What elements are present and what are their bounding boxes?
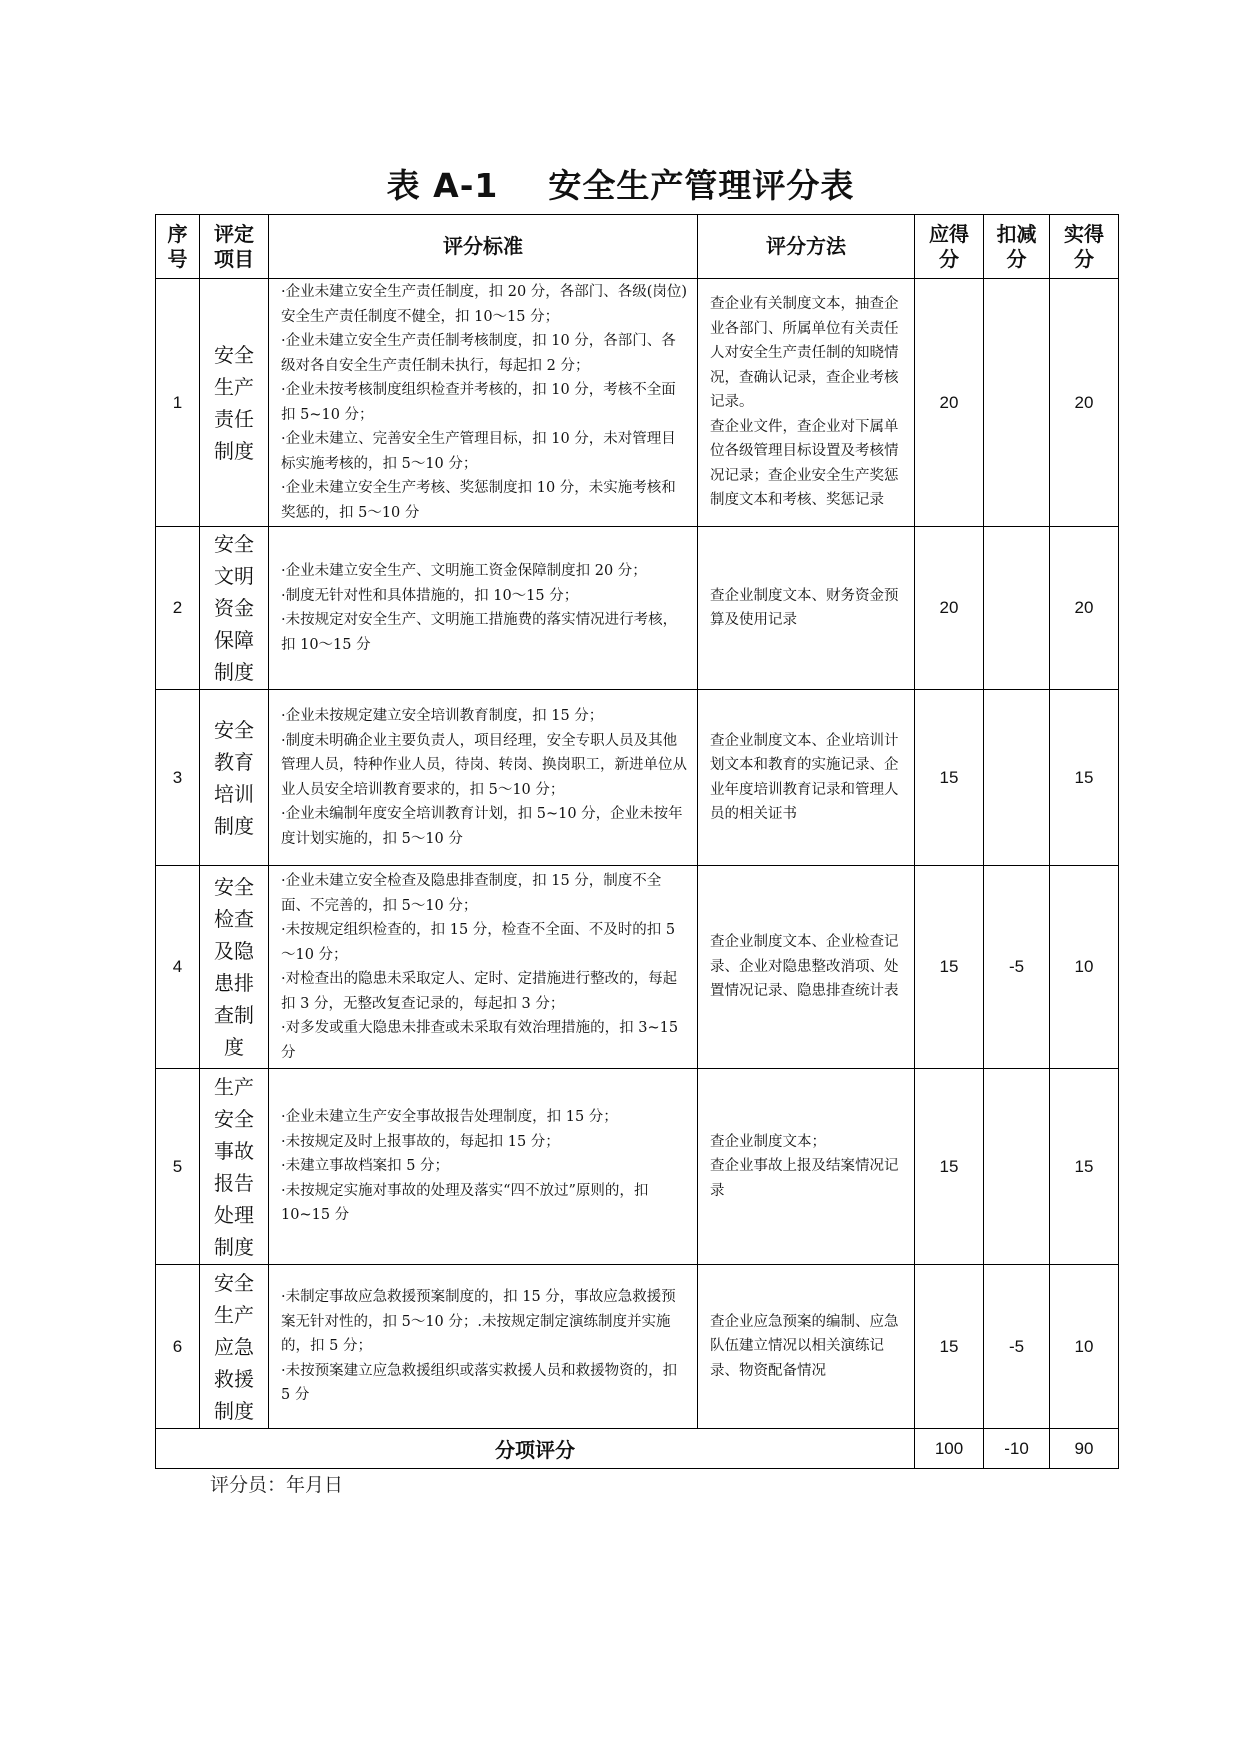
table-title: 表 A-1 安全生产管理评分表 (386, 166, 855, 205)
row-number: 5 (156, 1069, 200, 1265)
header-item: 评定项目 (200, 215, 269, 279)
row-actual-score: 10 (1050, 866, 1119, 1069)
row-due-score: 15 (915, 690, 984, 866)
total-row (156, 1429, 1119, 1469)
row-criteria (269, 527, 698, 690)
row-due-score: 20 (915, 279, 984, 527)
row-method: 查企业应急预案的编制、应急队伍建立情况以相关演练记录、物资配备情况 (698, 1265, 915, 1429)
criteria-line: ·未按规定及时上报事故的，每起扣 15 分； (281, 1133, 560, 1150)
criteria-line: ·企业未建立安全检查及隐患排查制度，扣 15 分，制度不全面、不完善的，扣 5～10 分； (281, 873, 662, 914)
criteria-line: ·对检查出的隐患未采取定人、定时、定措施进行整改的，每起扣 3 分，无整改复查记录的，每起扣 3 分； (281, 971, 678, 1012)
criteria-line: ·企业未建立安全生产责任制考核制度，扣 10 分，各部门、各级对各自安全生产责任制未执行，每起扣 2 分； (281, 333, 676, 374)
row-method: 查企业有关制度文本，抽查企业各部门、所属单位有关责任人对安全生产责任制的知晓情况，查确认记录，查企业考核记录。 查企业文件，查企业对下属单位各级管理目标设置及考核情况记录；查企业安全生产奖惩制度文本和考核、奖惩记录 (698, 279, 915, 527)
row-actual-score: 15 (1050, 1069, 1119, 1265)
row-criteria (269, 279, 698, 527)
row-item-label: 生产安全事故报告处理制度 (214, 1074, 254, 1259)
criteria-line: ·制度未明确企业主要负责人，项目经理，安全专职人员及其他管理人员，特种作业人员，待岗、转岗、换岗职工，新进单位从业人员安全培训教育要求的，扣 5～10 分； (281, 732, 687, 798)
row-criteria (269, 1265, 698, 1429)
criteria-line: ·企业未建立、完善安全生产管理目标，扣 10 分，未对管理目标实施考核的，扣 5～10 分； (281, 431, 676, 472)
row-deduct-score (984, 279, 1050, 527)
table-row (156, 527, 1119, 690)
row-item-label: 安全教育培训制度 (214, 717, 254, 838)
row-item (200, 279, 269, 527)
criteria-line: ·制度无针对性和具体措施的，扣 10～15 分； (281, 587, 579, 604)
row-actual-score: 20 (1050, 279, 1119, 527)
row-item-label: 安全文明资金保障制度 (214, 532, 254, 684)
row-deduct-score (984, 690, 1050, 866)
row-item (200, 1069, 269, 1265)
row-item-label: 安全生产应急救援制度 (214, 1270, 254, 1423)
criteria-line: ·未按预案建立应急救援组织或落实救援人员和救援物资的，扣 5 分 (281, 1362, 678, 1404)
total-actual: 90 (1050, 1429, 1119, 1469)
safety-score-table (155, 214, 1119, 1469)
header-actual: 实得分 (1050, 215, 1119, 279)
row-item-label: 安全检查及隐患排查制度 (214, 875, 254, 1059)
row-criteria (269, 1069, 698, 1265)
header-due: 应得分 (915, 215, 984, 279)
table-row (156, 866, 1119, 1069)
row-actual-score: 15 (1050, 690, 1119, 866)
scorer-signature-line: 评分员：年月日 (210, 1474, 344, 1496)
row-method: 查企业制度文本、企业检查记录、企业对隐患整改消项、处置情况记录、隐患排查统计表 (698, 866, 915, 1069)
table-row (156, 279, 1119, 527)
row-number: 2 (156, 527, 200, 690)
header-no: 序号 (156, 215, 200, 279)
header-method: 评分方法 (698, 215, 915, 279)
header-criteria: 评分标准 (269, 215, 698, 279)
table-row (156, 1069, 1119, 1265)
row-deduct-score: -5 (984, 866, 1050, 1069)
criteria-line: ·未按规定对安全生产、文明施工措施费的落实情况进行考核，扣 10～15 分 (281, 612, 678, 653)
criteria-line: ·企业未建立安全生产考核、奖惩制度扣 10 分，未实施考核和奖惩的，扣 5～10 分 (281, 480, 676, 521)
header-row (156, 215, 1119, 279)
criteria-line: ·未按规定实施对事故的处理及落实“四不放过”原则的，扣 10~15 分 (281, 1182, 649, 1224)
row-number: 1 (156, 279, 200, 527)
criteria-line: ·企业未建立安全生产、文明施工资金保障制度扣 20 分； (281, 563, 647, 579)
criteria-line: ·企业未按考核制度组织检查并考核的，扣 10 分，考核不全面扣 5~10 分； (281, 382, 676, 423)
row-due-score: 15 (915, 866, 984, 1069)
total-due: 100 (915, 1429, 984, 1469)
criteria-line: ·企业未建立安全生产责任制度，扣 20 分，各部门、各级(岗位)安全生产责任制度不健全，扣 10～15 分； (281, 284, 688, 325)
criteria-line: ·未按规定组织检查的，扣 15 分，检查不全面、不及时的扣 5～10 分； (281, 922, 676, 963)
row-criteria (269, 690, 698, 866)
table-row (156, 1265, 1119, 1429)
criteria-line: ·企业未编制年度安全培训教育计划，扣 5~10 分，企业未按年度计划实施的，扣 5～10 分 (281, 806, 683, 847)
row-item (200, 1265, 269, 1429)
criteria-line: ·未制定事故应急救援预案制度的，扣 15 分，事故应急救援预案无针对性的，扣 5～10 分；.未按规定制定演练制度并实施的，扣 5 分； (281, 1289, 676, 1355)
criteria-line: ·企业未建立生产安全事故报告处理制度，扣 15 分； (281, 1109, 618, 1126)
criteria-line: ·对多发或重大隐患未排查或未采取有效治理措施的，扣 3~15 分 (281, 1020, 679, 1061)
row-due-score: 15 (915, 1069, 984, 1265)
row-number: 6 (156, 1265, 200, 1429)
criteria-line: ·未建立事故档案扣 5 分； (281, 1158, 450, 1175)
row-due-score: 20 (915, 527, 984, 690)
row-actual-score: 10 (1050, 1265, 1119, 1429)
row-item (200, 866, 269, 1069)
row-item (200, 527, 269, 690)
row-deduct-score (984, 1069, 1050, 1265)
row-criteria (269, 866, 698, 1069)
row-method: 查企业制度文本、财务资金预算及使用记录 (698, 527, 915, 690)
row-due-score: 15 (915, 1265, 984, 1429)
table-row (156, 690, 1119, 866)
header-deduct: 扣减分 (984, 215, 1050, 279)
criteria-line: ·企业未按规定建立安全培训教育制度，扣 15 分； (281, 708, 604, 724)
row-deduct-score (984, 527, 1050, 690)
row-method: 查企业制度文本、企业培训计划文本和教育的实施记录、企业年度培训教育记录和管理人员的相关证书 (698, 690, 915, 866)
row-item-label: 安全生产责任制度 (214, 342, 254, 463)
row-number: 4 (156, 866, 200, 1069)
row-deduct-score: -5 (984, 1265, 1050, 1429)
row-item (200, 690, 269, 866)
row-method: 查企业制度文本； 查企业事故上报及结案情况记录 (698, 1069, 915, 1265)
total-label: 分项评分 (156, 1429, 915, 1469)
row-actual-score: 20 (1050, 527, 1119, 690)
total-deduct: -10 (984, 1429, 1050, 1469)
row-number: 3 (156, 690, 200, 866)
